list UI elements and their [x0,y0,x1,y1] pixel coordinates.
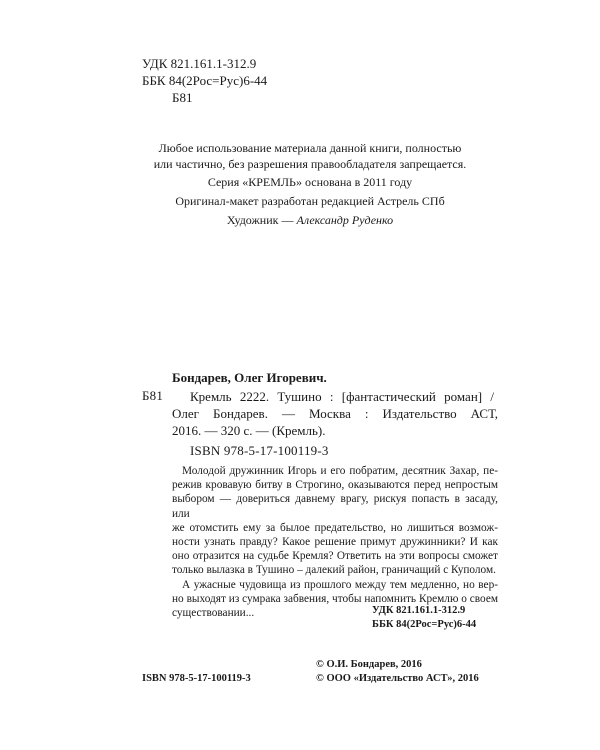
bib-author: Бондарев, Олег Игоревич. [172,370,327,385]
annotation-line: же отомстить ему за былое предательство, но лишиться возмож- [172,521,498,534]
annotation-line: ности узнать правду? Какое решение примут дружинники? И как [172,536,498,549]
bib-isbn: ISBN 978-5-17-100119-3 [190,443,329,458]
annotation-line: выбором — довериться давнему врагу, рискуя попасть в засаду, или [172,493,498,520]
bib-mark: Б81 [142,388,164,403]
annotation-line: существовании... [172,607,255,620]
bib-description-cont [172,405,498,439]
annotation-line: только вылазка в Тушино – далекий район, граничащий с Куполом. [172,564,496,577]
bib-line: Кремль 2222. Тушино : [фантастический роман] / [190,389,494,404]
udk-code-footer: УДК 821.161.1-312.9 [372,605,466,616]
artist-prefix: Художник — [226,213,297,227]
series-notice: Серия «КРЕМЛЬ» основана в 2011 году [207,175,413,189]
annotation-line: режив кровавую битву в Строгино, оказываются перед непростым [172,479,498,492]
annotation-line: Молодой дружинник Игорь и его побратим, десятник Захар, пе- [182,465,498,477]
copyright-publisher: © ООО «Издательство АСТ», 2016 [316,673,479,684]
annotation-line: но выходят из сумрака забвения, чтобы напомнить Кремлю о своем [172,592,498,605]
author-mark: Б81 [172,90,193,105]
footer-isbn: ISBN 978-5-17-100119-3 [142,673,251,684]
copyright-author: © О.И. Бондарев, 2016 [316,659,422,670]
artist-notice [100,212,520,228]
artist-name: Александр Руденко [296,213,394,227]
bbk-code: ББК 84(2Рос=Рус)6-44 [142,73,268,88]
copyright-notice-line-2: или частично, без разрешения правообладателя запрещается. [153,157,467,171]
layout-notice: Оригинал-макет разработан редакцией Астрель СПб [175,194,445,208]
bib-description [190,388,494,405]
annotation [172,464,498,620]
udk-code: УДК 821.161.1-312.9 [142,56,257,71]
copyright-notice [100,140,520,172]
bib-line: Олег Бондарев. — Москва : Издательство АСТ, [172,406,498,421]
copyright-notice-line-1: Любое использование материала данной книги, полностью [158,141,462,155]
bbk-code-footer: ББК 84(2Рос=Рус)6-44 [372,619,477,630]
annotation-line: оно отразится на судьбе Кремля? Ответить на эти вопросы сможет [172,550,498,563]
annotation-line: А ужасные чудовища из прошлого между тем медленно, но вер- [182,578,498,591]
bib-line: 2016. — 320 с. — (Кремль). [172,423,326,438]
